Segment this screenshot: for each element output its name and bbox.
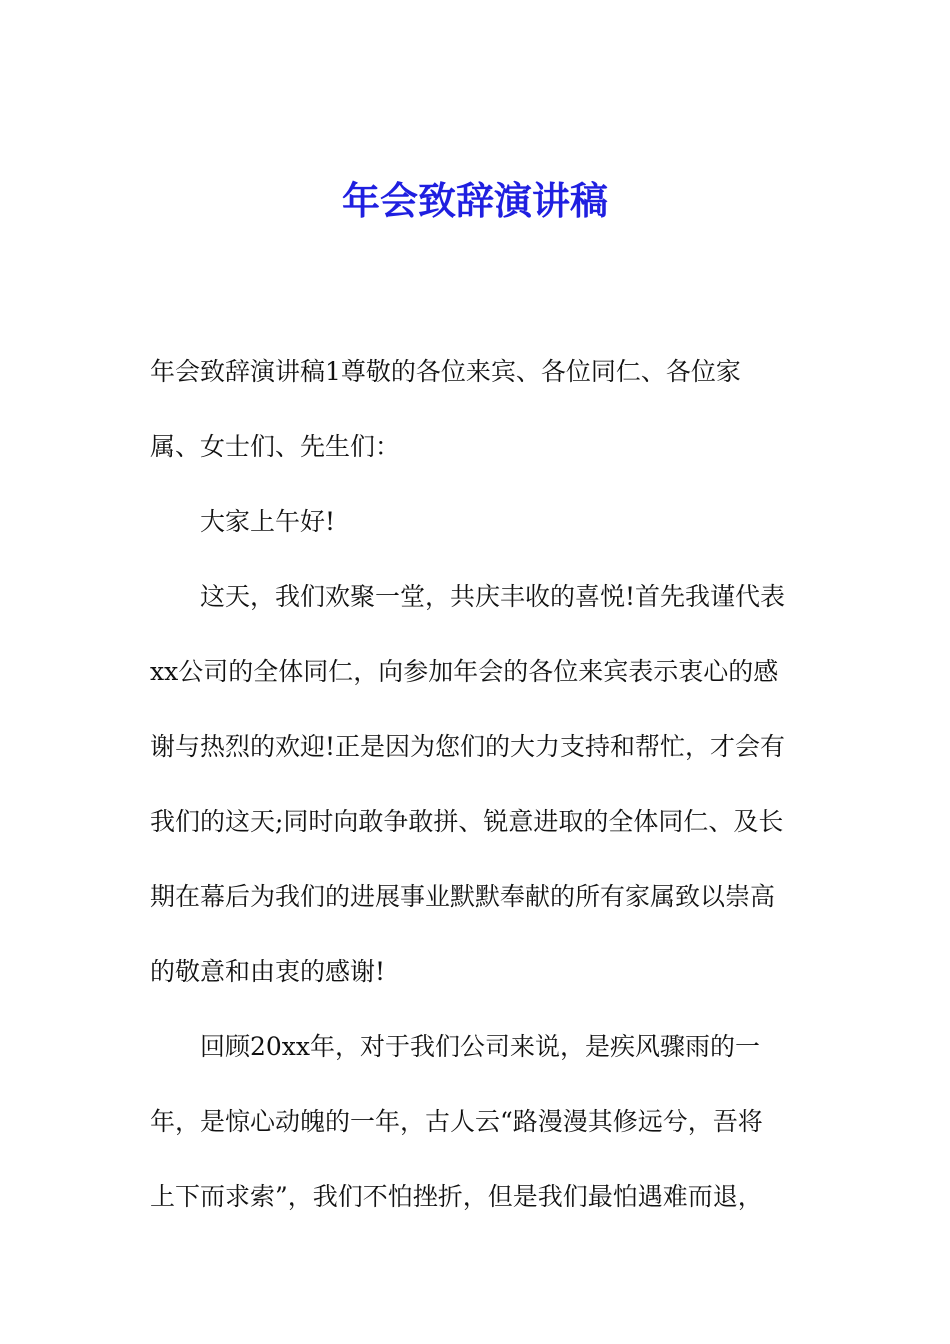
text-line: 上下而求索”，我们不怕挫折，但是我们最怕遇难而退， — [150, 1182, 763, 1211]
document-title: 年会致辞演讲稿 — [341, 179, 608, 223]
text-line: 这天，我们欢聚一堂，共庆丰收的喜悦!首先我谨代表 — [200, 582, 786, 611]
text-line: 属、女士们、先生们： — [150, 432, 401, 461]
text-line: 年，是惊心动魄的一年，古人云“路漫漫其修远兮，吾将 — [150, 1107, 763, 1136]
text-line: xx公司的全体同仁，向参加年会的各位来宾表示衷心的感 — [150, 657, 779, 686]
paragraph-4 — [150, 1009, 802, 1234]
text-line: 期在幕后为我们的进展事业默默奉献的所有家属致以崇高 — [150, 882, 776, 911]
text-line: 回顾20xx年，对于我们公司来说，是疾风骤雨的一 — [200, 1032, 761, 1061]
text-line: 年会致辞演讲稿1尊敬的各位来宾、各位同仁、各位家 — [150, 357, 741, 386]
text-line: 谢与热烈的欢迎!正是因为您们的大力支持和帮忙，才会有 — [150, 732, 786, 761]
text-line: 的敬意和由衷的感谢! — [150, 957, 386, 986]
paragraph-3 — [150, 559, 802, 1009]
document-body — [150, 334, 802, 1234]
paragraph-1 — [150, 334, 802, 484]
text-line: 我们的这天;同时向敢争敢拼、锐意进取的全体同仁、及长 — [150, 807, 784, 836]
paragraph-2 — [150, 484, 802, 559]
text-line: 大家上午好! — [200, 507, 336, 536]
